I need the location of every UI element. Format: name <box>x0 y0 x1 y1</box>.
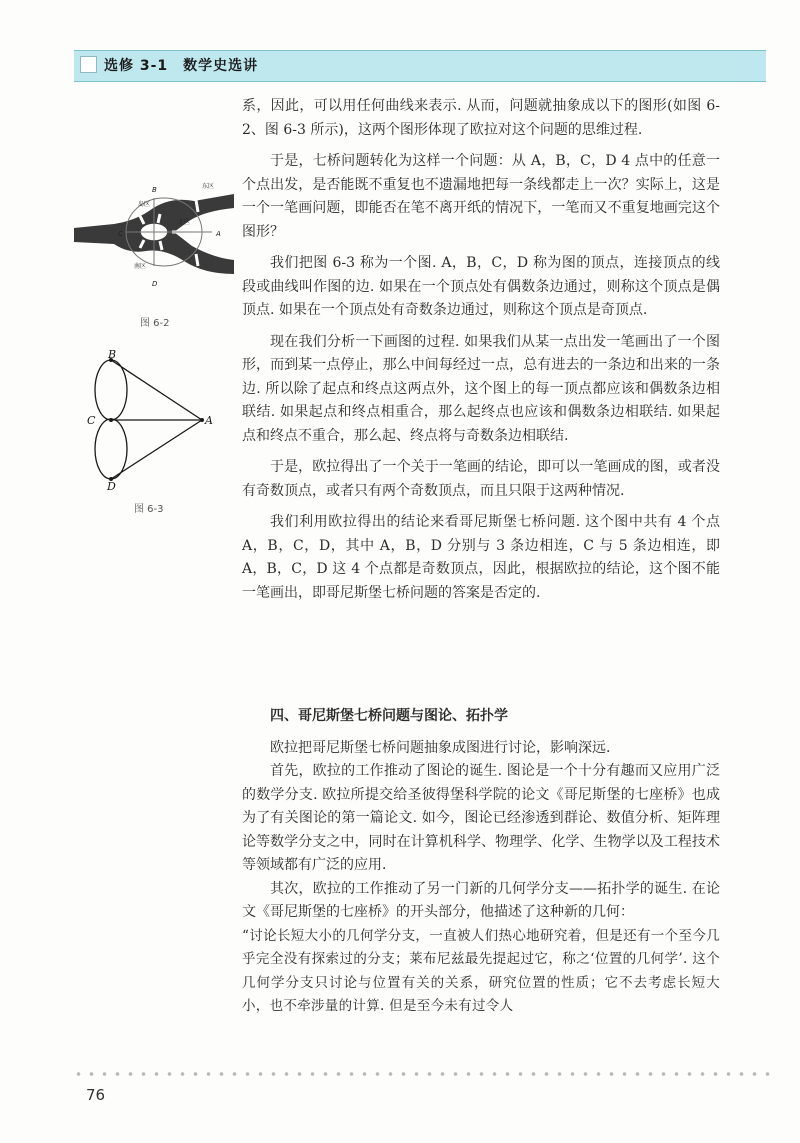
footer-dotted-line <box>72 1072 772 1076</box>
konigsberg-map-figure <box>74 176 234 296</box>
paragraph-4: 现在我们分析一下画图的过程. 如果我们从某一点出发一笔画出了一个图形，而到某一点停止，那么中间每经过一点，总有进去的一条边和出来的一条边. 所以除了起点和终点这两点外，这个图上的每一顶点都应该和偶数条边相联结. 如果起点和终点相重合，那么起终点也应该和偶数条边相联结. 如果起点和终点不重合，那么起、终点将与奇数条边相联结. <box>242 333 720 444</box>
fig2-label-c: C <box>87 414 96 427</box>
paragraph-2: 于是，七桥问题转化为这样一个问题：从 A，B，C，D 4 点中的任意一个点出发，是否能既不重复也不遗漏地把每一条线都走上一次？实际上，这是一个一笔画问题，即能否在笔不离开纸的情况下，一笔而又不重复地画完这个图形？ <box>242 153 720 240</box>
figure-6-2-caption: 图 6-2 <box>140 318 170 329</box>
quote-paragraph: “讨论长短大小的几何学分支，一直被人们热心地研究着，但是还有一个至今几乎完全没有探索过的分支；莱布尼兹最先提起过它，称之‘位置的几何学’. 这个几何学分支只讨论与位置有关的关系，研究位置的性质；它不去考虑长短大小，也不牵涉量的计算. 但是至今未有过令人 <box>242 927 720 1014</box>
fig2-label-d: D <box>107 480 116 490</box>
header-title: 选修 3-1 数学史选讲 <box>104 58 259 74</box>
main-text-column <box>242 95 720 605</box>
fig1-label-a: A <box>216 230 221 238</box>
fig1-note-north: 北区 <box>178 219 191 226</box>
paragraph-3: 我们把图 6-3 称为一个图. A，B，C，D 称为图的顶点，连接顶点的线段或曲线叫作图的边. 如果在一个顶点处有偶数条边通过，则称这个顶点是偶顶点. 如果在一个顶点处有奇数条边通过，则称这个顶点是奇顶点. <box>242 255 720 318</box>
graph-figure <box>84 350 214 490</box>
fig1-label-c: C <box>118 230 123 238</box>
fig2-label-a: A <box>205 414 213 427</box>
fig1-label-b: B <box>152 186 157 194</box>
paragraph-5: 于是，欧拉得出了一个关于一笔画的结论，即可以一笔画成的图，或者没有奇数顶点，或者只有两个奇数顶点，而且只限于这两种情况. <box>242 459 720 499</box>
fig1-note-island: 岛区 <box>138 201 151 208</box>
fig1-note-east: 东区 <box>202 183 215 190</box>
page-number: 76 <box>86 1086 106 1104</box>
fig1-note-south: 南区 <box>134 263 147 270</box>
paragraph-9: 其次，欧拉的工作推动了另一门新的几何学分支——拓扑学的诞生. 在论文《哥尼斯堡的七座桥》的开头部分，他描述了这种新的几何： <box>242 880 720 920</box>
figure-6-3-caption: 图 6-3 <box>134 504 164 515</box>
paragraph-7: 欧拉把哥尼斯堡七桥问题抽象成图进行讨论，影响深远. <box>270 739 611 756</box>
paragraph-6: 我们利用欧拉得出的结论来看哥尼斯堡七桥问题. 这个图中共有 4 个点 A，B，C，D，其中 A，B，D 分别与 3 条边相连，C 与 5 条边相连，即 A，B，C，D 这 4 个点都是奇数顶点，因此，根据欧拉的结论，这个图不能一笔画出，即哥尼斯堡七桥问题的答案是否定的. <box>242 514 720 601</box>
paragraph-1: 系，因此，可以用任何曲线来表示. 从而，问题就抽象成以下的图形(如图 6-2、图 6-3 所示)，这两个图形体现了欧拉对这个问题的思维过程. <box>242 98 720 138</box>
fig2-label-b: B <box>108 350 117 361</box>
section-title: 四、哥尼斯堡七桥问题与图论、拓扑学 <box>270 708 508 724</box>
header-marker-icon <box>80 56 97 73</box>
paragraph-8: 首先，欧拉的工作推动了图论的诞生. 图论是一个十分有趣而又应用广泛的数学分支. 欧拉所提交给圣彼得堡科学院的论文《哥尼斯堡的七座桥》也成为了有关图论的第一篇论文. 如今，图论已经渗透到群论、数值分析、矩阵理论等数学分支之中，同时在计算机科学、物理学、化学、生物学以及工程技术等领域都有广泛的应用. <box>242 763 720 873</box>
section-four <box>242 705 720 1019</box>
fig1-label-d: D <box>152 280 158 288</box>
